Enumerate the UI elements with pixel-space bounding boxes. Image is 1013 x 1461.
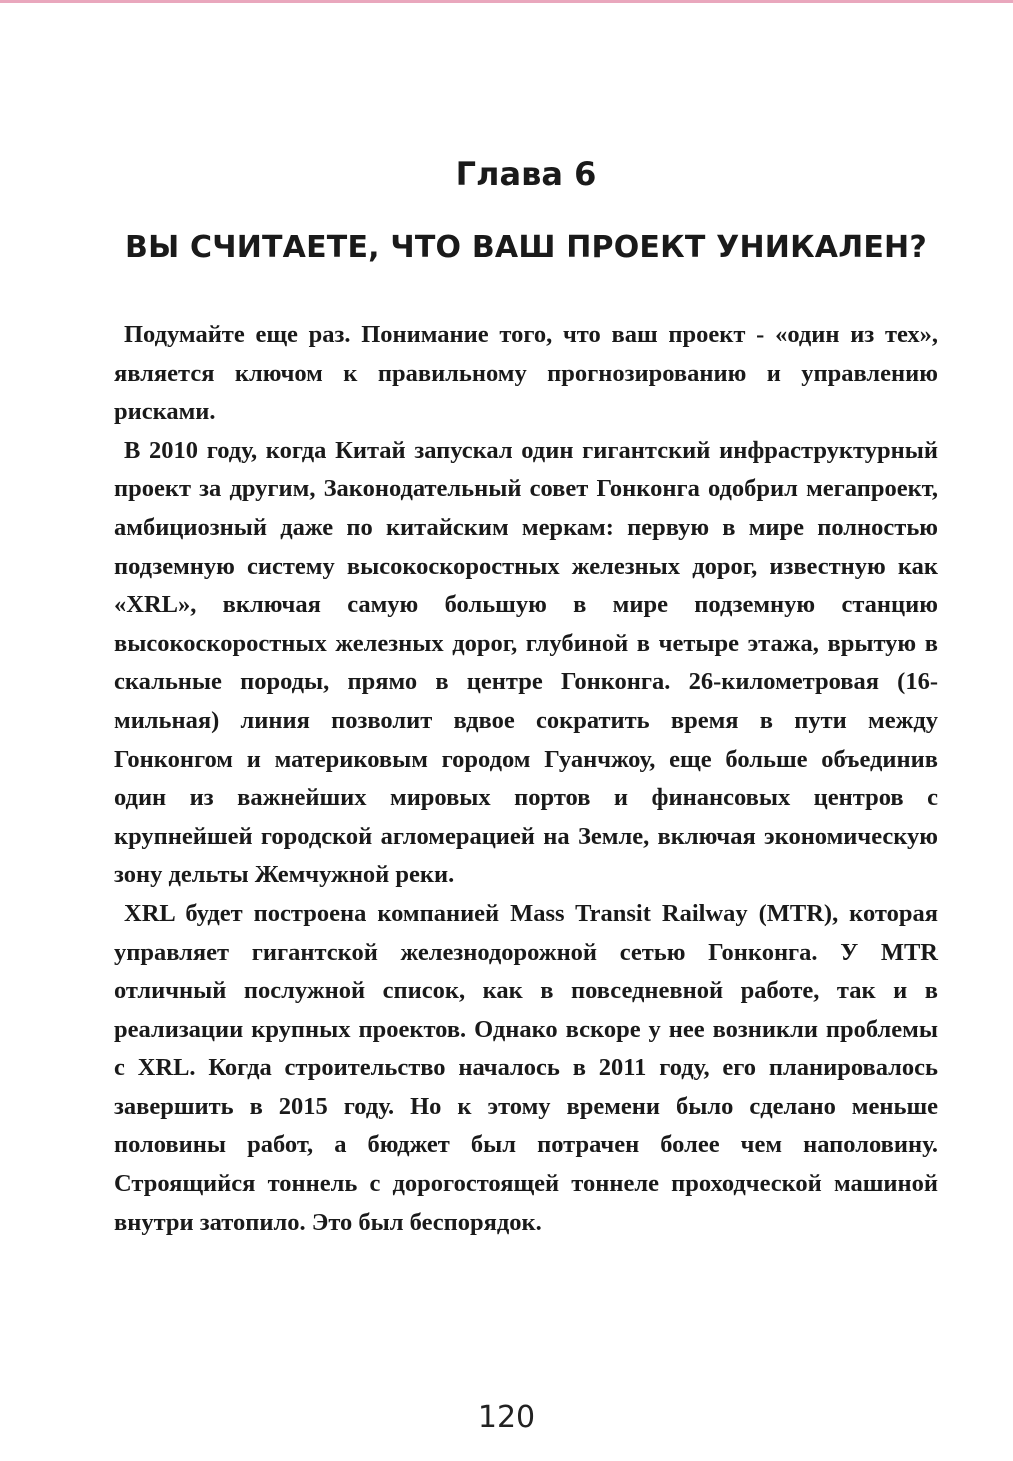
page-number: 120 [477, 1400, 536, 1435]
chapter-title: ВЫ СЧИТАЕТЕ, ЧТО ВАШ ПРОЕКТ УНИКАЛЕН? [125, 230, 927, 265]
paragraph-1: Подумайте еще раз. Понимание того, что ваш проект - «один из тех», является ключом к правильному прогнозированию и управлению рисками. [114, 321, 938, 426]
book-page [114, 150, 938, 1242]
paragraph-3: XRL будет построена компанией Mass Transit Railway (MTR), которая управляет гигантской железнодорожной сетью Гонконга. У MTR отличный послужной список, как в повседневной работе, так и в реализации крупных проектов. Однако вскоре у нее возникли проблемы с XRL. Когда строительство началось в 2011 году, его планировалось завершить в 2015 году. Но к этому времени было сделано меньше половины работ, а бюджет был потрачен более чем наполовину. Строящийся тоннель с дорогостоящей тоннеле проходческой машиной внутри затопило. Это был беспорядок. [114, 899, 938, 1236]
body-text [114, 316, 938, 1242]
paragraph-2: В 2010 году, когда Китай запускал один гигантский инфраструктурный проект за другим, Законодательный совет Гонконга одобрил мегапроект, амбициозный даже по китайским меркам: первую в мире полностью подземную систему высокоскоростных железных дорог, известную как «XRL», включая самую большую в мире подземную станцию высокоскоростных железных дорог, глубиной в четыре этажа, врытую в скальные породы, прямо в центре Гонконга. 26-километровая (16-мильная) линия позволит вдвое сократить время в пути между Гонконгом и материковым городом Гуанчжоу, еще больше объединив один из важнейших мировых портов и финансовых центров с крупнейшей городской агломерацией на Земле, включая экономическую зону дельты Жемчужной реки. [114, 436, 938, 889]
page-top-edge [0, 0, 1013, 3]
chapter-label: Глава 6 [455, 155, 597, 193]
